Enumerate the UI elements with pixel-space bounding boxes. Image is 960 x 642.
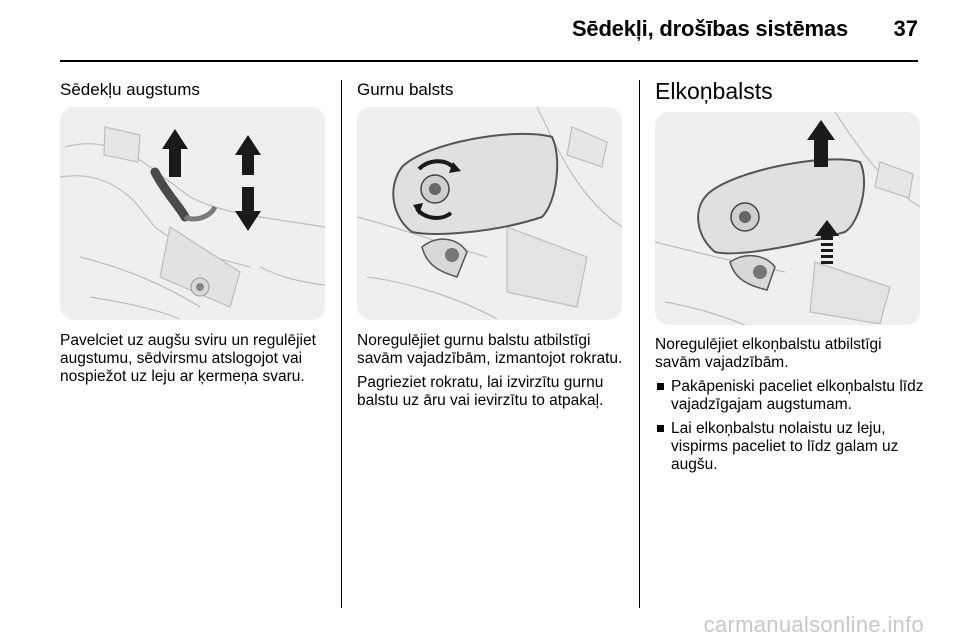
section-heading: Elkoņbalsts bbox=[655, 78, 773, 104]
watermark: carmanualsonline.info bbox=[703, 612, 924, 637]
paragraph: Noregulējiet elkoņbalstu atbilstīgi savām vajadzībām. bbox=[655, 336, 882, 371]
section-heading: Sēdekļu augstums bbox=[60, 80, 200, 99]
seat-height-illustration bbox=[60, 107, 325, 320]
section-armrest bbox=[655, 78, 925, 104]
paragraph: Noregulējiet gurnu balstu atbilstīgi savām vajadzībām, izmantojot rokratu. bbox=[357, 332, 623, 367]
armrest-illustration bbox=[655, 112, 920, 325]
header-divider bbox=[60, 60, 918, 62]
list-item-text: Pakāpeniski paceliet elkoņbalstu līdz vajadzīgajam augstumam. bbox=[671, 378, 924, 413]
bullet-square-icon bbox=[657, 425, 664, 432]
column-divider-1 bbox=[341, 80, 342, 608]
seat-height-text bbox=[60, 332, 330, 392]
column-divider-2 bbox=[639, 80, 640, 608]
list-item bbox=[655, 420, 925, 474]
lumbar-support-illustration bbox=[357, 107, 622, 320]
armrest-text bbox=[655, 336, 925, 474]
page-number: 37 bbox=[893, 16, 918, 41]
page-title: Sēdekļi, drošības sistēmas bbox=[571, 16, 848, 41]
lumbar-support-text bbox=[357, 332, 627, 416]
bullet-square-icon bbox=[657, 383, 664, 390]
paragraph: Pagrieziet rokratu, lai izvirzītu gurnu balstu uz āru vai ievirzītu to atpakaļ. bbox=[357, 374, 604, 409]
section-seat-height bbox=[60, 80, 330, 100]
list-item-text: Lai elkoņbalstu nolaistu uz leju, vispirms paceliet to līdz galam uz augšu. bbox=[671, 420, 899, 473]
section-heading: Gurnu balsts bbox=[357, 80, 454, 99]
section-lumbar-support bbox=[357, 80, 627, 100]
paragraph: Pavelciet uz augšu sviru un regulējiet augstumu, sēdvirsmu atslogojot vai nospiežot uz leju ar ķermeņa svaru. bbox=[60, 332, 316, 385]
bullet-list bbox=[655, 378, 925, 474]
list-item bbox=[655, 378, 925, 414]
